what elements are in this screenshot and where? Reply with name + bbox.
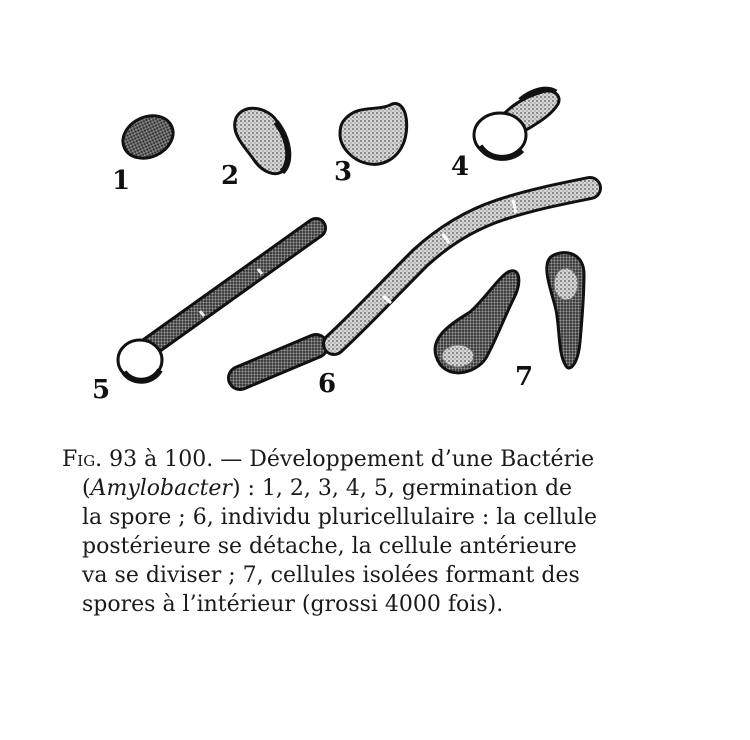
caption-line-6: spores à l’intérieur (grossi 4000 fois). bbox=[82, 592, 504, 617]
caption-line-4: postérieure se détache, la cellule antérieure bbox=[82, 534, 577, 559]
label-2: 2 bbox=[221, 161, 240, 191]
caption-line-5: va se diviser ; 7, cellules isolées formant des bbox=[82, 563, 580, 588]
spore-2 bbox=[235, 108, 289, 173]
label-7: 7 bbox=[515, 362, 534, 392]
spore-3 bbox=[340, 104, 407, 165]
fig-prefix: Fig. bbox=[62, 447, 103, 472]
caption-line-1-text: 93 à 100. — Développement d’une Bactérie bbox=[102, 447, 595, 472]
label-6: 6 bbox=[318, 369, 337, 399]
genus-name: Amylobacter bbox=[90, 476, 232, 501]
spore-forming-cells-7 bbox=[435, 253, 584, 373]
spore-1 bbox=[116, 108, 180, 166]
label-4: 4 bbox=[451, 152, 470, 182]
caption-line-1 bbox=[62, 445, 662, 474]
label-3: 3 bbox=[334, 157, 353, 187]
caption-line-2: (Amylobacter) : 1, 2, 3, 4, 5, germination de bbox=[82, 476, 573, 501]
figure-caption bbox=[62, 445, 662, 619]
spore-4-germinating bbox=[474, 89, 559, 158]
pluricellular-individual-6 bbox=[240, 188, 590, 378]
label-1: 1 bbox=[112, 166, 131, 196]
label-5: 5 bbox=[92, 375, 111, 405]
caption-line-3: la spore ; 6, individu pluricellulaire : la cellule bbox=[82, 505, 598, 530]
